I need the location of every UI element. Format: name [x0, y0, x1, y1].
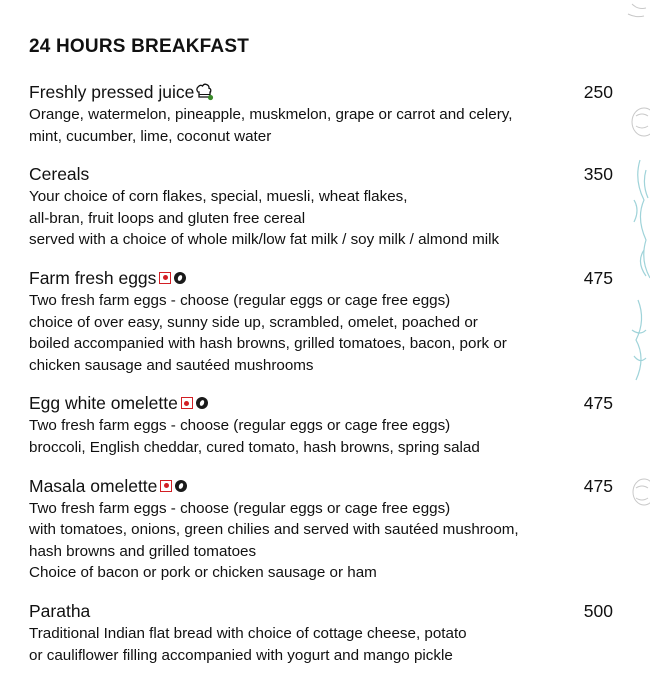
description-line: broccoli, English cheddar, cured tomato, hash browns, spring salad — [29, 438, 480, 456]
menu-item-paratha — [29, 599, 619, 666]
description-line: all-bran, fruit loops and gluten free cereal — [29, 209, 306, 227]
item-price: 500 — [583, 600, 613, 621]
description-line: or cauliflower filling accompanied with yogurt and mango pickle — [29, 646, 453, 664]
item-description — [29, 104, 619, 147]
item-price: 250 — [583, 82, 613, 102]
breakfast-menu — [29, 36, 619, 681]
description-line: Two fresh farm eggs - choose (regular eggs or cage free eggs) — [29, 499, 451, 517]
item-price: 475 — [583, 267, 613, 288]
menu-item-cereals — [29, 162, 619, 251]
menu-item-farm-fresh-eggs — [29, 266, 619, 376]
description-line: choice of over easy, sunny side up, scrambled, omelet, poached or — [29, 313, 478, 331]
egg-icon — [174, 272, 186, 284]
menu-item-freshly-pressed-juice — [29, 80, 619, 147]
description-line: chicken sausage and sautéed mushrooms — [29, 356, 314, 374]
description-line: Traditional Indian flat bread with choice of cottage cheese, potato — [29, 624, 467, 642]
item-price: 475 — [583, 475, 613, 496]
item-description — [29, 415, 619, 458]
item-name: Paratha — [29, 600, 91, 621]
item-name: Freshly pressed juice — [29, 82, 195, 102]
item-name: Cereals — [29, 164, 90, 185]
egg-icon — [196, 397, 208, 409]
description-line: with tomatoes, onions, green chilies and served with sautéed mushroom, — [29, 521, 519, 539]
description-line: boiled accompanied with hash browns, grilled tomatoes, bacon, pork or — [29, 335, 507, 353]
item-description — [29, 186, 619, 251]
section-heading: 24 HOURS BREAKFAST — [29, 36, 250, 57]
item-name: Masala omelette — [29, 475, 158, 496]
menu-item-masala-omelette — [29, 474, 619, 584]
description-line: served with a choice of whole milk/low fat milk / soy milk / almond milk — [29, 231, 500, 249]
decorative-border-motif — [618, 0, 650, 664]
non-veg-icon — [160, 480, 172, 492]
item-description — [29, 498, 619, 584]
description-line: Your choice of corn flakes, special, muesli, wheat flakes, — [29, 188, 408, 206]
item-name: Egg white omelette — [29, 393, 178, 414]
chef-hat-icon — [195, 83, 214, 101]
description-line: Two fresh farm eggs - choose (regular eggs or cage free eggs) — [29, 291, 451, 309]
non-veg-icon — [159, 272, 171, 284]
item-description — [29, 623, 619, 666]
description-line: Two fresh farm eggs - choose (regular eggs or cage free eggs) — [29, 417, 451, 435]
description-line: Choice of bacon or pork or chicken sausage or ham — [29, 564, 377, 582]
item-description — [29, 290, 619, 376]
menu-item-egg-white-omelette — [29, 391, 619, 458]
non-veg-icon — [181, 397, 193, 409]
item-price: 350 — [583, 164, 613, 185]
description-line: mint, cucumber, lime, coconut water — [29, 127, 272, 145]
description-line: hash browns and grilled tomatoes — [29, 542, 257, 560]
item-name: Farm fresh eggs — [29, 267, 157, 288]
egg-icon — [175, 480, 187, 492]
item-price: 475 — [583, 393, 613, 414]
description-line: Orange, watermelon, pineapple, muskmelon, grape or carrot and celery, — [29, 106, 513, 123]
